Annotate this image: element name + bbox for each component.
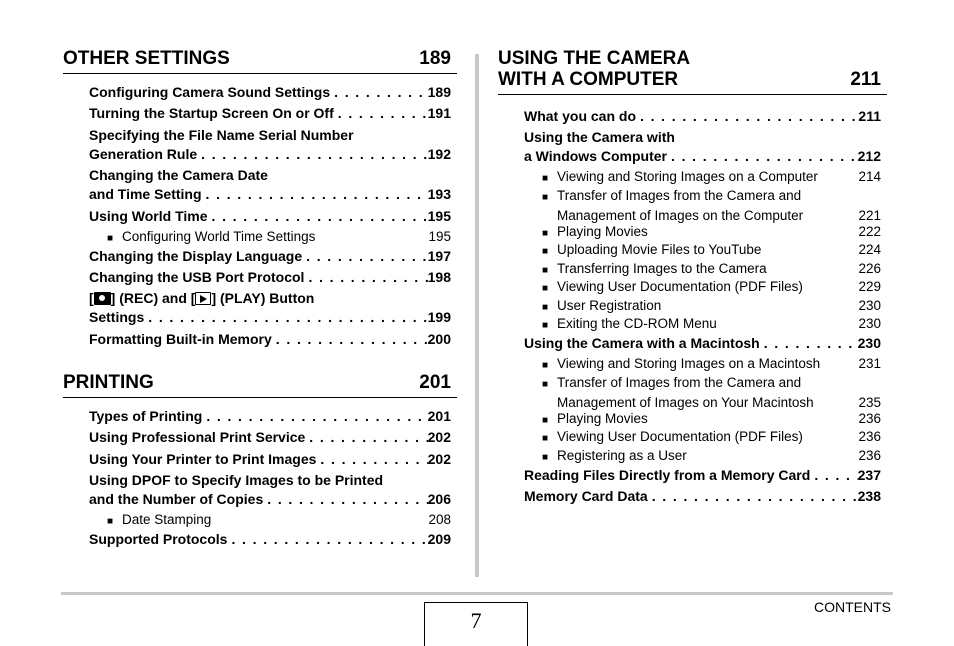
section-title: USING THE CAMERA <box>498 48 691 69</box>
toc-subentry[interactable]: ■ Viewing User Documentation (PDF Files) 229 <box>542 278 881 298</box>
section-heading <box>63 372 457 398</box>
bullet-icon: ■ <box>542 320 549 331</box>
toc-subentry[interactable]: ■ Configuring World Time Settings 195 <box>107 228 451 248</box>
dot-leader <box>810 466 857 485</box>
dot-leader <box>316 450 427 469</box>
toc-entry[interactable]: Using Professional Print Service . . . 202 <box>89 428 451 447</box>
entry-page: 201 <box>427 408 451 424</box>
bullet-icon: ■ <box>542 283 549 294</box>
entry-page: 202 <box>427 451 451 467</box>
section-title: OTHER SETTINGS <box>63 48 230 69</box>
column-divider <box>475 54 479 577</box>
toc-subentry[interactable]: ■ Playing Movies 236 <box>542 410 881 430</box>
toc-entry[interactable]: Reading Files Directly from a Memory Card . . . 237 <box>524 466 881 485</box>
toc-entry[interactable]: Using World Time . . . 195 <box>89 207 451 226</box>
toc-entry[interactable]: [ ] (REC) and [ ] (PLAY) Button Settings . . . 199 <box>89 289 451 327</box>
dot-leader <box>208 207 428 226</box>
toc-subentry[interactable]: ■ Viewing User Documentation (PDF Files) 236 <box>542 428 881 448</box>
bullet-icon: ■ <box>542 379 549 390</box>
toc-entry[interactable]: Supported Protocols . . . 209 <box>89 530 451 549</box>
section-other-settings <box>63 48 457 74</box>
entry-page: 202 <box>427 429 451 445</box>
entry-page: 197 <box>427 248 451 264</box>
toc-entry[interactable]: Using DPOF to Specify Images to be Printed and the Number of Copies . . . 206 <box>89 471 451 509</box>
entry-page: 193 <box>427 186 451 202</box>
toc-entry[interactable]: Formatting Built-in Memory . . . 200 <box>89 330 451 349</box>
bullet-icon: ■ <box>542 192 549 203</box>
entry-page: 212 <box>857 148 881 164</box>
toc-subentry[interactable]: ■ Playing Movies 222 <box>542 223 881 243</box>
bullet-icon: ■ <box>107 233 114 244</box>
camera-icon <box>94 292 111 305</box>
bullet-icon: ■ <box>542 265 549 276</box>
dot-leader <box>202 407 427 426</box>
entry-page: 237 <box>857 467 881 483</box>
bullet-icon: ■ <box>542 302 549 313</box>
toc-entry[interactable]: Using the Camera with a Windows Computer . . . 212 <box>524 128 881 166</box>
bullet-icon: ■ <box>542 246 549 257</box>
toc-subentry[interactable]: ■ Viewing and Storing Images on a Computer 214 <box>542 168 881 188</box>
dot-leader <box>636 107 858 126</box>
section-page: 201 <box>419 372 451 393</box>
toc-subentry[interactable]: ■ Transfer of Images from the Camera and Management of Images on the Computer 221 <box>542 188 881 223</box>
dot-leader <box>304 268 427 287</box>
entry-page: 192 <box>427 146 451 162</box>
dot-leader <box>648 487 858 506</box>
dot-leader <box>302 247 428 266</box>
toc-entry[interactable]: Specifying the File Name Serial Number Generation Rule . . . 192 <box>89 126 451 164</box>
bullet-icon: ■ <box>542 360 549 371</box>
toc-subentry[interactable]: ■ Registering as a User 236 <box>542 447 881 467</box>
toc-subentry[interactable]: ■ Uploading Movie Files to YouTube 224 <box>542 241 881 261</box>
section-title-line2: WITH A COMPUTER <box>498 69 679 90</box>
bullet-icon: ■ <box>542 433 549 444</box>
contents-link[interactable]: CONTENTS <box>814 599 891 615</box>
toc-entry[interactable]: Changing the Display Language . . . 197 <box>89 247 451 266</box>
dot-leader <box>305 428 427 447</box>
bullet-icon: ■ <box>542 452 549 463</box>
dot-leader <box>227 530 427 549</box>
toc-entry[interactable]: What you can do . . . 211 <box>524 107 881 126</box>
toc-subentry[interactable]: ■ Date Stamping 208 <box>107 511 451 531</box>
toc-entry[interactable]: Turning the Startup Screen On or Off . . . 191 <box>89 104 451 123</box>
entry-page: 230 <box>857 335 881 351</box>
bullet-icon: ■ <box>542 415 549 426</box>
entry-page: 189 <box>427 84 451 100</box>
dot-leader <box>334 104 428 123</box>
entry-page: 191 <box>427 105 451 121</box>
entry-page: 209 <box>427 531 451 547</box>
section-page: 211 <box>850 69 881 90</box>
toc-entry[interactable]: Changing the Camera Date and Time Setting . . . 193 <box>89 166 451 204</box>
dot-leader <box>263 490 427 509</box>
entry-page: 211 <box>858 108 881 124</box>
footer-rule <box>61 592 893 595</box>
entry-page: 200 <box>427 331 451 347</box>
bullet-icon: ■ <box>107 516 114 527</box>
dot-leader <box>667 147 858 166</box>
section-using-camera-with-computer <box>498 48 887 95</box>
entry-page: 199 <box>427 309 451 325</box>
entry-page: 198 <box>427 269 451 285</box>
dot-leader <box>197 145 428 164</box>
toc-entry[interactable]: Using the Camera with a Macintosh . . . 230 <box>524 334 881 353</box>
toc-entry[interactable]: Types of Printing . . . 201 <box>89 407 451 426</box>
section-heading <box>63 48 457 74</box>
bullet-icon: ■ <box>542 228 549 239</box>
toc-subentry[interactable]: ■ User Registration 230 <box>542 297 881 317</box>
toc-subentry[interactable]: ■ Viewing and Storing Images on a Macintosh 231 <box>542 355 881 375</box>
toc-subentry[interactable]: ■ Transfer of Images from the Camera and Management of Images on Your Macintosh 235 <box>542 375 881 410</box>
dot-leader <box>330 83 428 102</box>
toc-subentry[interactable]: ■ Exiting the CD-ROM Menu 230 <box>542 315 881 335</box>
toc-entry[interactable]: Changing the USB Port Protocol . . . 198 <box>89 268 451 287</box>
dot-leader <box>202 185 428 204</box>
toc-entry[interactable]: Memory Card Data . . . 238 <box>524 487 881 506</box>
entry-page: 206 <box>427 491 451 507</box>
section-heading <box>498 48 887 95</box>
toc-entry[interactable]: Configuring Camera Sound Settings . . . 189 <box>89 83 451 102</box>
entry-page: 238 <box>857 488 881 504</box>
dot-leader <box>144 308 427 327</box>
section-page: 189 <box>419 48 451 69</box>
section-printing <box>63 372 457 398</box>
section-title: PRINTING <box>63 372 154 393</box>
play-icon <box>195 292 211 305</box>
dot-leader <box>272 330 428 349</box>
page-number: 7 <box>424 602 528 646</box>
toc-subentry[interactable]: ■ Transferring Images to the Camera 226 <box>542 260 881 280</box>
entry-page: 195 <box>427 208 451 224</box>
bullet-icon: ■ <box>542 173 549 184</box>
toc-entry[interactable]: Using Your Printer to Print Images . . . 202 <box>89 450 451 469</box>
dot-leader <box>760 334 858 353</box>
